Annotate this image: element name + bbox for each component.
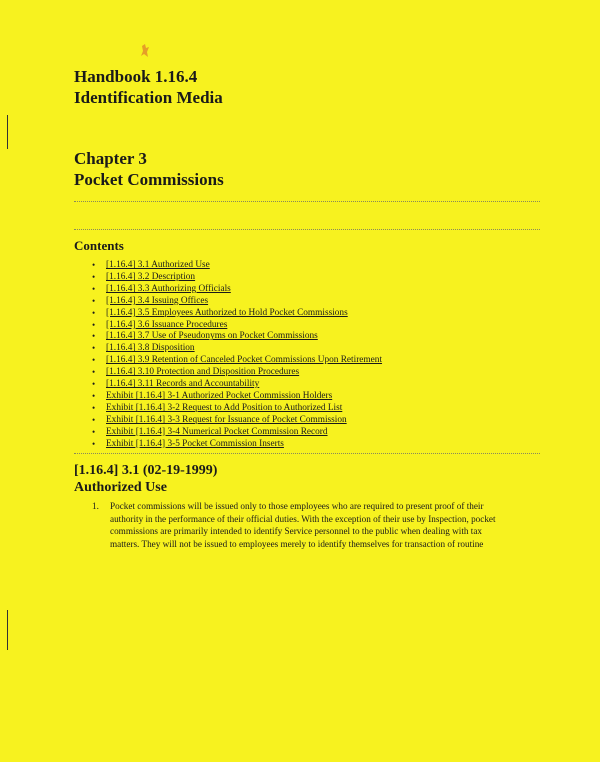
scan-edge-mark: [7, 610, 8, 650]
divider: [74, 453, 540, 454]
section-number: [1.16.4] 3.1 (02-19-1999): [74, 463, 218, 478]
chapter-subtitle: Pocket Commissions: [74, 170, 224, 189]
toc-item: [92, 320, 382, 332]
toc-link[interactable]: [1.16.4] 3.7 Use of Pseudonyms on Pocket Commissions: [106, 331, 318, 342]
paragraph-line: Pocket commissions will be issued only to those employees who are required to present proof of their: [110, 501, 484, 511]
toc-item: [92, 415, 382, 427]
toc-link[interactable]: [1.16.4] 3.11 Records and Accountability: [106, 379, 260, 390]
scan-edge-mark: [7, 115, 8, 149]
toc-item: [92, 367, 382, 379]
bullet-icon: •: [92, 331, 96, 342]
section-title: Authorized Use: [74, 480, 167, 495]
paragraph-line: matters. They will not be issued to employees merely to identify themselves for transaction of routine: [110, 538, 484, 549]
bullet-icon: •: [92, 438, 96, 449]
bullet-icon: •: [92, 260, 96, 270]
toc-link[interactable]: [1.16.4] 3.9 Retention of Canceled Pocket Commissions Upon Retirement: [106, 355, 383, 366]
toc-item: [92, 296, 382, 308]
toc-item: [92, 343, 382, 355]
paragraph-number: 1.: [92, 501, 99, 511]
handbook-subtitle: Identification Media: [74, 88, 223, 107]
bullet-icon: •: [92, 355, 96, 366]
bullet-icon: •: [92, 390, 96, 401]
bullet-icon: •: [92, 379, 96, 390]
toc-link[interactable]: Exhibit [1.16.4] 3-2 Request to Add Position to Authorized List: [106, 402, 343, 413]
toc-link[interactable]: [1.16.4] 3.8 Disposition: [106, 343, 195, 354]
bullet-icon: •: [92, 295, 96, 306]
toc-item: [92, 391, 382, 403]
divider: [74, 229, 540, 230]
toc-link[interactable]: Exhibit [1.16.4] 3-4 Numerical Pocket Commission Record: [106, 426, 328, 437]
body-paragraph: [92, 500, 532, 550]
toc-link[interactable]: [1.16.4] 3.1 Authorized Use: [106, 260, 210, 270]
toc-link[interactable]: Exhibit [1.16.4] 3-3 Request for Issuance of Pocket Commission: [106, 414, 347, 425]
bullet-icon: •: [92, 414, 96, 425]
bullet-icon: •: [92, 343, 96, 354]
toc-link[interactable]: [1.16.4] 3.6 Issuance Procedures: [106, 319, 228, 330]
stamp-mark-icon: [140, 44, 150, 58]
toc-item: [92, 355, 382, 367]
toc-item: [92, 331, 382, 343]
toc-item: [92, 379, 382, 391]
toc-link[interactable]: Exhibit [1.16.4] 3-1 Authorized Pocket Commission Holders: [106, 390, 333, 401]
paragraph-line: authority in the performance of their official duties. With the exception of their use by Inspection, pocket: [110, 513, 496, 524]
toc-item: [92, 260, 382, 272]
toc-item: [92, 272, 382, 284]
toc-item: [92, 403, 382, 415]
table-of-contents: [92, 260, 382, 451]
paragraph-line: commissions are primarily intended to identify Service personnel to the public when dealing with tax: [110, 526, 483, 537]
toc-item: [92, 308, 382, 320]
toc-item: [92, 439, 382, 451]
toc-item: [92, 427, 382, 439]
bullet-icon: •: [92, 319, 96, 330]
toc-link[interactable]: [1.16.4] 3.2 Description: [106, 271, 196, 282]
toc-link[interactable]: [1.16.4] 3.4 Issuing Offices: [106, 295, 209, 306]
toc-link[interactable]: [1.16.4] 3.3 Authorizing Officials: [106, 283, 231, 294]
chapter-number: Chapter 3: [74, 149, 147, 168]
handbook-title: [74, 66, 223, 108]
section-heading: [74, 462, 217, 496]
chapter-title: [74, 148, 224, 190]
section-body: [92, 500, 532, 550]
bullet-icon: •: [92, 271, 96, 282]
bullet-icon: •: [92, 402, 96, 413]
toc-link[interactable]: Exhibit [1.16.4] 3-5 Pocket Commission Inserts: [106, 438, 284, 449]
bullet-icon: •: [92, 367, 96, 378]
contents-heading: Contents: [74, 238, 124, 253]
handbook-number: Handbook 1.16.4: [74, 67, 198, 86]
bullet-icon: •: [92, 307, 96, 318]
toc-item: [92, 284, 382, 296]
bullet-icon: •: [92, 283, 96, 294]
bullet-icon: •: [92, 426, 96, 437]
toc-link[interactable]: [1.16.4] 3.5 Employees Authorized to Hold Pocket Commissions: [106, 307, 348, 318]
toc-link[interactable]: [1.16.4] 3.10 Protection and Disposition Procedures: [106, 367, 300, 378]
divider: [74, 201, 540, 202]
